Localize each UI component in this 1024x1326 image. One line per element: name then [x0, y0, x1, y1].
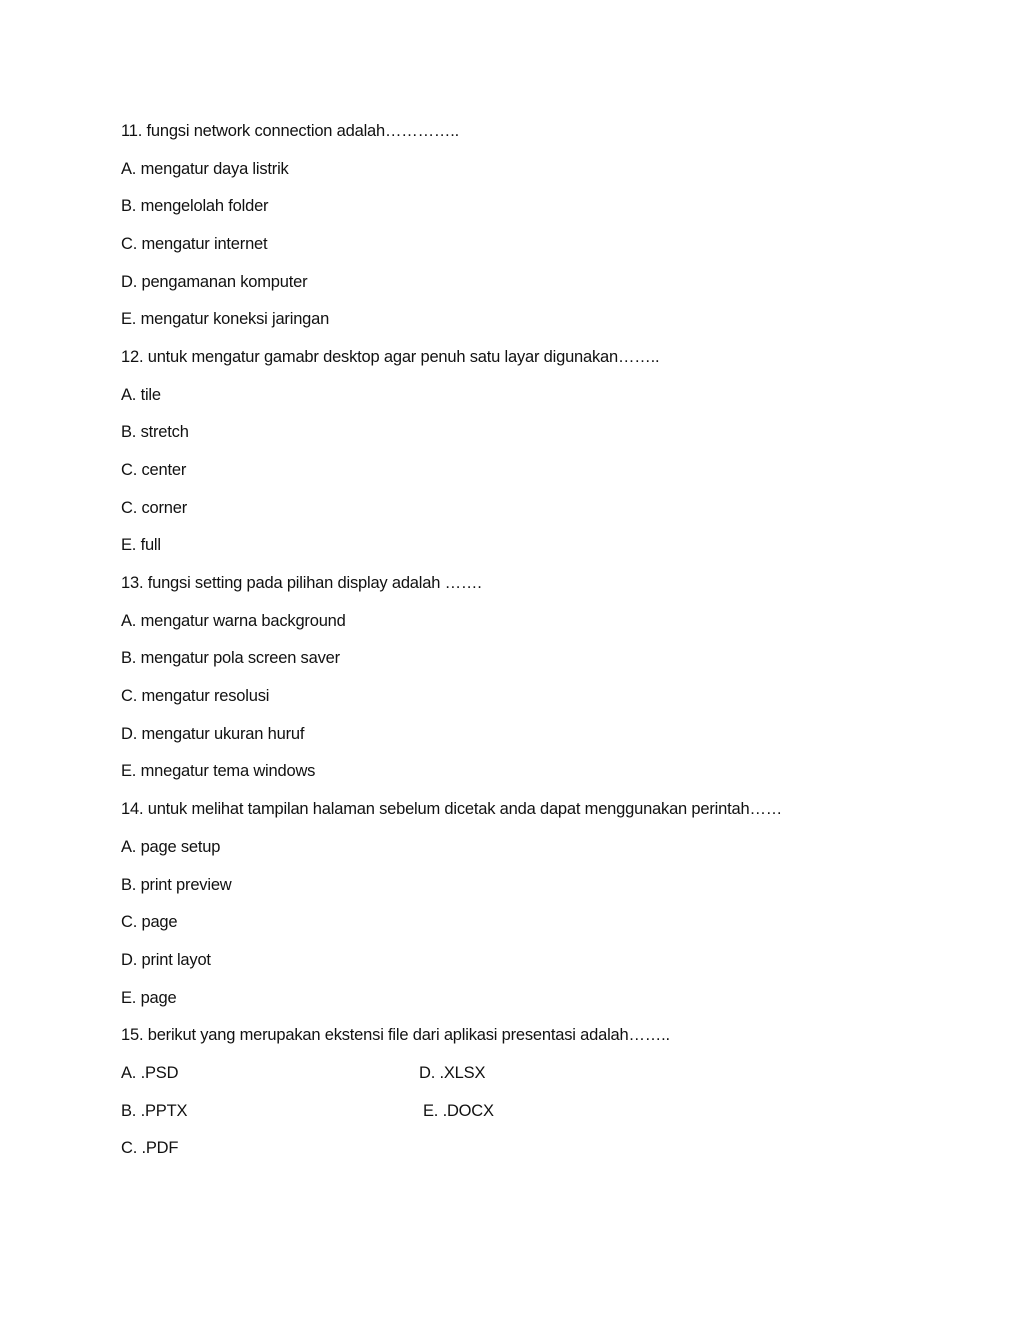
q12-option-b: B. stretch	[121, 423, 189, 441]
question-13: 13. fungsi setting pada pilihan display adalah …….	[121, 574, 482, 592]
q13-option-e: E. mnegatur tema windows	[121, 762, 316, 780]
q11-option-a: A. mengatur daya listrik	[121, 160, 289, 178]
question-15: 15. berikut yang merupakan ekstensi file dari aplikasi presentasi adalah……..	[121, 1026, 670, 1044]
q13-option-b: B. mengatur pola screen saver	[121, 649, 340, 667]
q12-option-c: C. center	[121, 461, 187, 479]
q13-option-d: D. mengatur ukuran huruf	[121, 725, 305, 743]
q15-option-b: B. .PPTX	[121, 1102, 188, 1120]
q12-option-e: E. full	[121, 536, 161, 554]
q11-option-c: C. mengatur internet	[121, 235, 268, 253]
q14-option-e: E. page	[121, 989, 177, 1007]
question-12: 12. untuk mengatur gamabr desktop agar penuh satu layar digunakan……..	[121, 348, 660, 366]
question-11: 11. fungsi network connection adalah…………..	[121, 122, 459, 140]
q13-option-c: C. mengatur resolusi	[121, 687, 270, 705]
q14-option-d: D. print layot	[121, 951, 211, 969]
q13-option-a: A. mengatur warna background	[121, 612, 346, 630]
q14-option-b: B. print preview	[121, 876, 232, 894]
q12-option-c2: C. corner	[121, 499, 188, 517]
q14-option-c: C. page	[121, 913, 178, 931]
q14-option-a: A. page setup	[121, 838, 221, 856]
q11-option-d: D. pengamanan komputer	[121, 273, 308, 291]
q12-option-a: A. tile	[121, 386, 161, 404]
q11-option-b: B. mengelolah folder	[121, 197, 269, 215]
q15-option-c: C. .PDF	[121, 1139, 179, 1157]
question-14: 14. untuk melihat tampilan halaman sebelum dicetak anda dapat menggunakan perintah……	[121, 800, 783, 818]
q15-option-a: A. .PSD	[121, 1064, 179, 1082]
q15-option-d: D. .XLSX	[419, 1064, 486, 1082]
q15-option-e: E. .DOCX	[423, 1102, 494, 1120]
q11-option-e: E. mengatur koneksi jaringan	[121, 310, 330, 328]
